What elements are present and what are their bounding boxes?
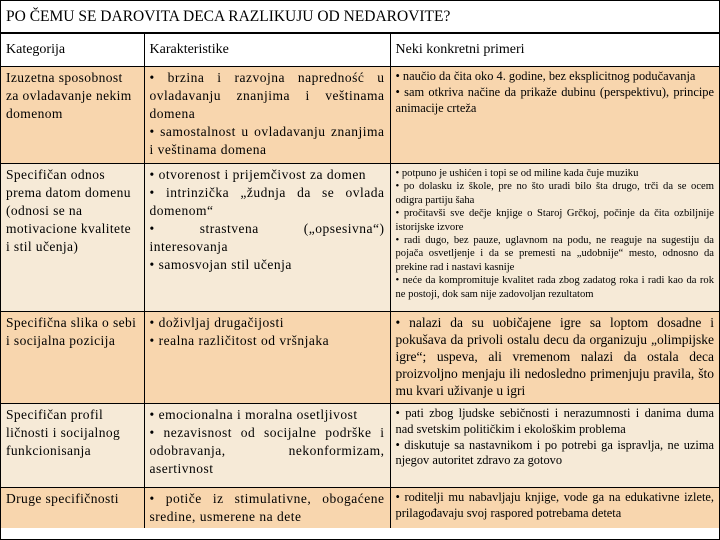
characteristic-item: • samosvojan stil učenja xyxy=(149,257,292,272)
header-category: Kategorija xyxy=(1,34,144,67)
table-row xyxy=(1,312,719,404)
category-cell: Druge specifičnosti xyxy=(1,488,144,529)
characteristic-item: • samostalnost u ovladavanju znanjima i veštinama domena xyxy=(149,124,385,157)
characteristic-item: • otvorenost i prijemčivost za domen xyxy=(149,167,367,182)
comparison-table xyxy=(1,33,719,528)
examples-cell xyxy=(390,312,719,404)
example-item: • roditelji mu nabavljaju knjige, vode ga na edukativne izlete, prilagođavaju svoj raspored potrebama deteta xyxy=(395,490,714,520)
characteristic-item: • realna različitost od vršnjaka xyxy=(149,333,330,348)
example-item: • naučio da čita oko 4. godine, bez eksplicitnog podučavanja xyxy=(395,69,696,83)
header-characteristics: Karakteristike xyxy=(144,34,390,67)
characteristic-item: • nezavisnost od socijalne podrške i odobravanja, nekonformizam, asertivnost xyxy=(149,425,385,476)
characteristic-item: • doživljaj drugačijosti xyxy=(149,315,284,330)
table-row xyxy=(1,404,719,488)
characteristic-item: • strastvena („opsesivna“) interesovanja xyxy=(149,221,385,254)
category-cell: Specifičan odnos prema datom domenu (odnosi se na motivacione kvalitete i stil učenja) xyxy=(1,164,144,312)
example-item: • radi dugo, bez pauze, uglavnom na podu, ne reaguje na sugestiju da pojača osvetljenje i da se premesti na „udobnije“ mesto, odnosno da prekine rad i nastavi kasnije xyxy=(395,235,714,273)
header-examples: Neki konkretni primeri xyxy=(390,34,719,67)
example-item: • pati zbog ljudske sebičnosti i nerazumnosti i danima duma nad svetskim političkim i ekološkim problema xyxy=(395,406,714,436)
page-title: PO ČEMU SE DAROVITA DECA RAZLIKUJU OD NEDAROVITE? xyxy=(1,1,719,33)
example-item: • po dolasku iz škole, pre no što uradi bilo šta drugo, trči da se ocem odigra partiju šaha xyxy=(395,181,714,206)
example-item: • sam otkriva načine da prikaže dubinu (perspektivu), principe animacije crteža xyxy=(395,84,714,115)
examples-cell xyxy=(390,67,719,164)
header-row xyxy=(1,34,719,67)
example-item: • diskutuje sa nastavnikom i po potrebi ga ispravlja, ne uzima njegov autoritet zdravo za gotovo xyxy=(395,437,714,468)
characteristic-item: • emocionalna i moralna osetljivost xyxy=(149,407,358,422)
characteristic-item: • potiče iz stimulativne, obogaćene sredine, usmerene na dete xyxy=(149,491,385,524)
characteristics-cell xyxy=(144,488,390,529)
example-item: • pročitavši sve dečje knjige o Staroj Grčkoj, počinje da čita ozbiljnije istorijske izvore xyxy=(395,208,714,233)
characteristics-cell xyxy=(144,312,390,404)
examples-cell xyxy=(390,488,719,529)
characteristic-item: • brzina i razvojna napredność u ovladavanju znanjima i veštinama domena xyxy=(149,70,385,121)
examples-cell xyxy=(390,164,719,312)
examples-cell xyxy=(390,404,719,488)
category-cell: Specifičan profil ličnosti i socijalnog funkcionisanja xyxy=(1,404,144,488)
characteristics-cell xyxy=(144,404,390,488)
table-row xyxy=(1,164,719,312)
characteristic-item: • intrinzička „žudnja da se ovlada domenom“ xyxy=(149,185,385,218)
example-item: • nalazi da su uobičajene igre sa loptom dosadne i pokušava da privoli ostalu decu da organizuju „olimpijske igre“; uspeva, ali vremenom nalazi da ostala deca proizvoljno menjaju ili nedosledno primenjuju pravila, što mu kvari uživanje u igri xyxy=(395,315,714,398)
example-item: • potpuno je ushićen i topi se od miline kada čuje muziku xyxy=(395,168,639,179)
table-row xyxy=(1,488,719,529)
characteristics-cell xyxy=(144,67,390,164)
category-cell: Izuzetna sposobnost za ovladavanje nekim domenom xyxy=(1,67,144,164)
table-row xyxy=(1,67,719,164)
characteristics-cell xyxy=(144,164,390,312)
example-item: • neće da kompromituje kvalitet rada zbog zadatog roka i radi kao da rok ne postoji, dok sam nije zadovoljan rezultatom xyxy=(395,275,714,300)
category-cell: Specifična slika o sebi i socijalna pozicija xyxy=(1,312,144,404)
